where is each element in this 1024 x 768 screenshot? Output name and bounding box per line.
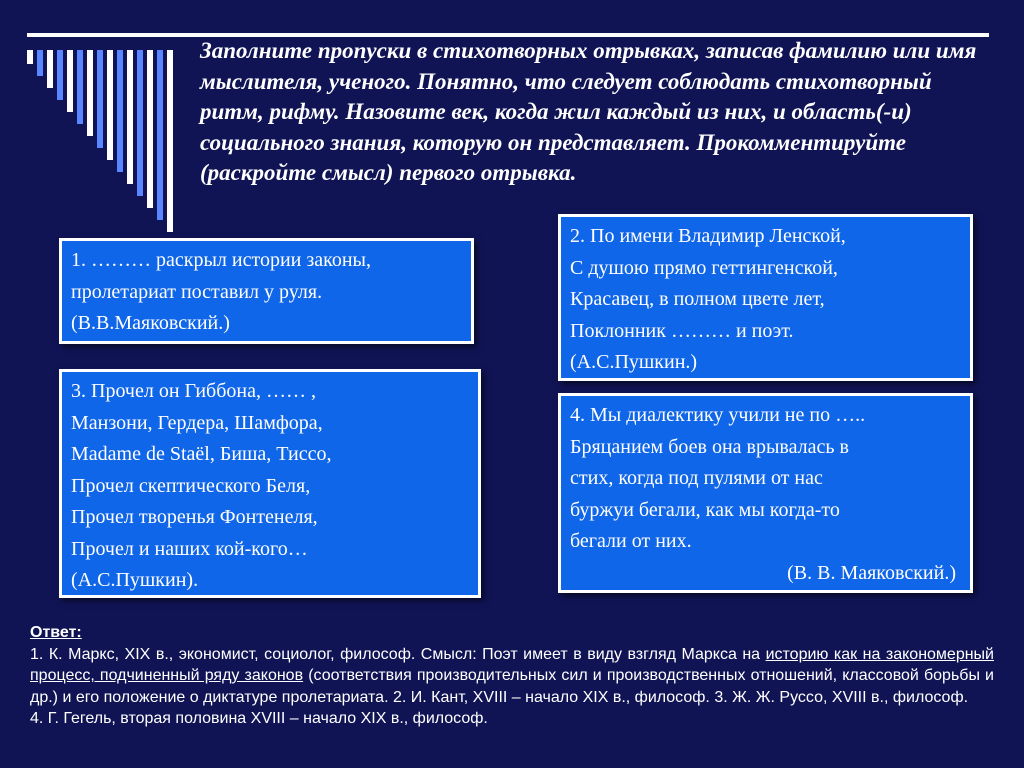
excerpt-line: Прочел скептического Беля, <box>71 474 311 497</box>
excerpt-box-3 <box>59 369 481 598</box>
answer-text: (соответствия производительных сил и производственных отношений, классовой борьбы и др.) и его положение о диктатуре пролетариата. 2. И. Кант, XVIII – начало XIX в., философ. 3. Ж. Ж. Руссо, XVIII в., философ. <box>30 667 994 706</box>
excerpt-line: Madame de Staël, Биша, Тиссо, <box>71 443 332 465</box>
excerpt-box-4 <box>558 393 973 593</box>
excerpt-line: буржуи бегали, как мы когда-то <box>570 498 840 521</box>
excerpt-attribution: (В. В. Маяковский.) <box>787 561 956 584</box>
answer-paragraph-2: 4. Г. Гегель, вторая половина XVIII – начало XIX в., философ. <box>30 710 488 728</box>
excerpt-line: Поклонник ……… и поэт. <box>570 319 794 342</box>
excerpt-line: Манзони, Гердера, Шамфора, <box>71 411 323 434</box>
excerpt-line: пролетариат поставил у руля. <box>71 280 323 303</box>
excerpt-line: (В.В.Маяковский.) <box>71 312 230 334</box>
excerpt-line: бегали от них. <box>570 530 692 552</box>
excerpt-line: стих, когда под пулями от нас <box>570 467 823 489</box>
excerpt-box-2 <box>558 214 973 381</box>
task-instructions: Заполните пропуски в стихотворных отрывках, записав фамилию или имя мыслителя, ученого. Понятно, что следует соблюдать стихотворный ритм, рифму. Назовите век, когда жил каждый из них, и область(-и) социального знания, которую он представляет. Прокомментируйте (раскройте смысл) первого отрывка. <box>200 38 977 185</box>
excerpt-line: 2. По имени Владимир Ленской, <box>570 225 846 247</box>
answer-paragraph-1 <box>30 644 994 709</box>
answer-heading: Ответ: <box>30 624 82 641</box>
excerpt-box-1 <box>59 238 474 344</box>
answer-underlined-text: историю как на закономерный процесс, подчиненный ряду законов <box>30 645 994 685</box>
excerpt-line: 4. Мы диалектику учили не по ….. <box>570 404 866 426</box>
answer-text: 1. К. Маркс, XIX в., экономист, социолог, философ. Смысл: Поэт имеет в виду взгляд Маркса на <box>30 645 766 663</box>
excerpt-line: 1. ……… раскрыл истории законы, <box>71 249 371 271</box>
excerpt-line: Прочел творенья Фонтенеля, <box>71 506 318 528</box>
excerpt-line: Красавец, в полном цвете лет, <box>570 288 825 310</box>
excerpt-line: Прочел и наших кой-кого… <box>71 537 308 560</box>
excerpt-line: (А.С.Пушкин). <box>71 569 199 591</box>
answer-block <box>30 622 994 730</box>
excerpt-line: Бряцанием боев она врывалась в <box>570 435 849 458</box>
excerpt-line: С душою прямо геттингенской, <box>570 256 838 279</box>
excerpt-line: (А.С.Пушкин.) <box>570 351 698 373</box>
excerpt-line: 3. Прочел он Гиббона, …… , <box>71 380 316 402</box>
